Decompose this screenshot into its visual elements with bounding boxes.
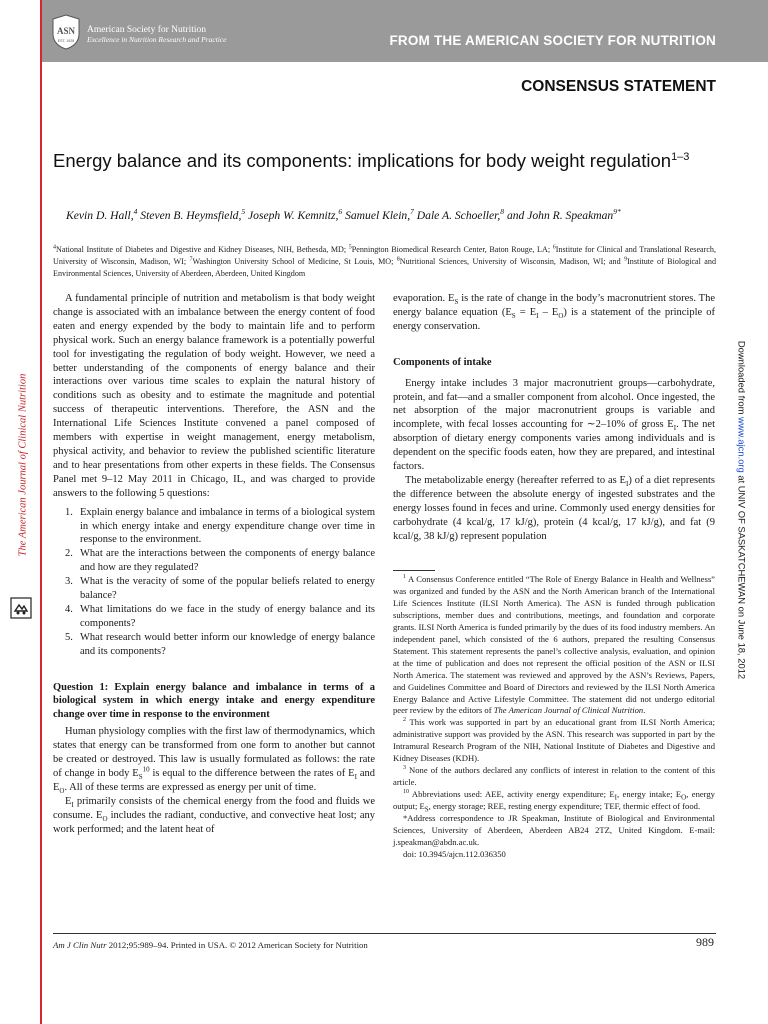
first-law-paragraph — [53, 725, 375, 795]
sidebar-journal-name: The American Journal of Clinical Nutrition — [17, 373, 29, 557]
doi[interactable]: doi: 10.3945/ajcn.112.036350 — [403, 848, 506, 859]
question-number: 1. — [65, 506, 73, 518]
journal-abbreviation: Am J Clin Nutr — [53, 940, 107, 950]
subscript: S — [454, 298, 459, 307]
footnote-marker: 1 — [403, 574, 406, 581]
affil-sup: 7 — [189, 256, 193, 263]
citation-text: 2012;95:989–94. Printed in USA. © 2012 American Society for Nutrition — [106, 940, 368, 950]
footnote-divider — [393, 570, 435, 571]
subscript: I — [673, 424, 677, 433]
question-item — [53, 506, 375, 548]
correspondence-address: *Address correspondence to JR Speakman, Institute of Biological and Environmental Sciences, University of Aberdeen, Aberdeen AB24 2TZ, United Kingdom. E-mail: j.speakman@abdn.ac.uk. — [393, 813, 715, 847]
author-list — [66, 209, 726, 222]
asn-logo-icon — [51, 14, 81, 50]
author-name: Steven B. Heymsfield, — [140, 209, 242, 222]
footnotes — [393, 570, 715, 861]
text-run: , energy output; E — [393, 789, 715, 812]
footnote-ref: 10 — [142, 765, 150, 774]
affil-sup: 8 — [396, 256, 400, 263]
author-sup: 7 — [410, 207, 414, 217]
author-name: Samuel Klein, — [345, 209, 411, 222]
subscript: O — [102, 814, 108, 823]
affil-text: National Institute of Diabetes and Digestive and Kidney Diseases, NIH, Bethesda, MD; — [56, 245, 349, 254]
text-run: . — [643, 705, 646, 716]
author-name: Kevin D. Hall, — [66, 209, 134, 222]
text-run: ) is a statement of the principle of energy conservation. — [393, 306, 715, 332]
text-run: includes the radiant, conductive, and convective heat lost; any work performed; and the latent heat of — [53, 809, 375, 835]
affil-sup: 5 — [348, 244, 352, 251]
subscript: S — [138, 773, 143, 782]
logo-year: EST. 1928 — [57, 39, 75, 43]
question-number: 2. — [65, 548, 73, 560]
text-run: The metabolizable energy (hereafter referred to as E — [405, 474, 626, 486]
text-run: Human physiology complies with the first law of thermodynamics, which states that energy can be transformed from one form to another but cannot be created or destroyed. This law is usually formulated as follows: the rate of change in body E — [53, 726, 375, 779]
author-sup: 8 — [500, 207, 505, 217]
right-column — [393, 292, 715, 544]
subscript: I — [625, 480, 629, 489]
text-run: . The net absorption of dietary energy components varies among individuals and is dependent on the specific foods eaten, how they are prepared, and intestinal factors. — [393, 419, 716, 473]
article-title — [53, 150, 703, 172]
affil-sup: 4 — [53, 244, 56, 251]
affil-sup: 6 — [552, 244, 556, 251]
components-heading: Components of intake — [393, 356, 492, 368]
author-name: Joseph W. Kemnitz, — [248, 209, 339, 222]
text-run: Abbreviations used: AEE, activity energy expenditure; E — [409, 789, 615, 800]
logo-letters: ASN — [56, 26, 76, 36]
footer-citation — [53, 940, 368, 950]
text-run: , energy storage; REE, resting energy expenditure; TEF, thermic effect of food. — [428, 801, 701, 812]
question-text: What limitations do we face in the study of energy balance and its components? — [80, 603, 375, 629]
article-title-sup: 1–3 — [671, 150, 690, 163]
text-run: at UNIV OF SASKATCHEWAN on June 18, 2012 — [736, 472, 748, 680]
org-tagline: Excellence in Nutrition Research and Practice — [87, 34, 227, 44]
footnote-10 — [393, 789, 715, 813]
left-red-rule — [40, 0, 42, 1024]
subscript: I — [614, 793, 617, 802]
footnote-1 — [393, 574, 715, 717]
continuation-paragraph — [393, 292, 715, 334]
author-sup: 4 — [133, 207, 138, 217]
question-list — [53, 506, 375, 659]
banner-title: FROM THE AMERICAN SOCIETY FOR NUTRITION — [389, 33, 716, 48]
author-sup: 9* — [613, 207, 621, 217]
text-run: . All of these terms are expressed as energy per unit of time. — [64, 781, 317, 793]
question-item — [53, 547, 375, 575]
author-sup: 6 — [338, 207, 343, 217]
affil-text: Washington University School of Medicine, St Louis, MO; — [192, 257, 397, 266]
asn-logo — [51, 14, 226, 50]
question-text: Explain energy balance and imbalance in terms of a biological system in which energy intake and energy expenditure change over time in response to the environment. — [80, 506, 375, 546]
intro-paragraph: A fundamental principle of nutrition and metabolism is that body weight change is associated with an imbalance between the energy content of food eaten and energy expended by the body to maintain life and to perform physical work. Such an energy balance framework is a potentially powerful tool for investigating the regulation of body weight. However, we need a better understanding of the components of energy balance and their interactions over various time scales to explain the natural history of conditions such as obesity and to estimate the magnitude and potential success of therapeutic interventions. Therefore, the ASN and the International Life Sciences Institute convened a panel composed of members with expertise in weight management, energy metabolism, physical activity, and behavior to review the published scientific literature and to hear presentations from other experts in these fields. The Consensus Panel met 9–12 May 2011 in Chicago, IL, and was charged to provide answers to the following 5 questions: — [53, 293, 375, 499]
text-run: and E — [53, 768, 375, 793]
affil-text: Institute for Clinical and Translational Research, University of Wisconsin, Madison, WI; — [53, 245, 716, 266]
footnote-2 — [393, 717, 715, 765]
subscript: O — [558, 312, 564, 320]
journal-name: The American Journal of Clinical Nutrition — [493, 705, 644, 716]
footer-divider — [53, 933, 716, 934]
page-number: 989 — [696, 935, 714, 949]
author-name: Dale A. Schoeller, — [416, 209, 501, 222]
question-item — [53, 575, 375, 603]
text-run: = E — [515, 306, 537, 318]
question-text: What are the interactions between the components of energy balance and how are they regulated? — [80, 548, 375, 574]
subscript: I — [536, 312, 539, 320]
text-run: is the rate of change in the body’s macronutrient stores. The energy balance equation (E — [393, 293, 715, 318]
affil-text: Pennington Biomedical Research Center, Baton Rouge, LA; — [351, 245, 553, 254]
text-run: primarily consists of the chemical energy from the food and fluids we consume. E — [53, 795, 375, 821]
metabolizable-paragraph — [393, 474, 715, 544]
question-number: 3. — [65, 576, 73, 588]
org-name: American Society for Nutrition — [87, 25, 206, 35]
text-run: – E — [538, 306, 559, 318]
text-run: evaporation. E — [393, 293, 455, 304]
question-text: What research would better inform our knowledge of energy balance and its components? — [80, 631, 375, 657]
question-item — [53, 631, 375, 659]
text-run: Downloaded from — [736, 340, 748, 417]
affil-sup: 9 — [624, 256, 628, 263]
question-number: 5. — [65, 631, 73, 643]
subscript: S — [424, 805, 429, 814]
text-run: E — [65, 795, 72, 807]
left-column — [53, 292, 375, 837]
footnote-3 — [393, 765, 715, 789]
intake-paragraph — [393, 377, 715, 474]
question-text: What is the veracity of some of the popular beliefs related to energy balance? — [80, 576, 375, 602]
article-title-text: Energy balance and its components: implications for body weight regulation — [53, 150, 672, 171]
subscript: O — [59, 787, 65, 795]
ei-paragraph — [53, 795, 375, 837]
journal-url-link[interactable]: www.ajcn.org — [736, 416, 748, 473]
subscript: I — [71, 800, 74, 809]
open-access-icon — [10, 597, 32, 619]
affil-text: Nutritional Sciences, University of Wisconsin, Madison, WI; and — [399, 257, 625, 266]
footnote-marker: 3 — [403, 765, 406, 772]
text-run: This work was supported in part by an educational grant from ILSI North America; administrative support was provided by the ASN. This research was supported in part by the Intramural Research Program of the NIH, National Institute of Diabetes and Digestive and Kidney Diseases (KDH). — [393, 717, 715, 764]
author-sup: 5 — [241, 207, 246, 217]
question1-heading: Question 1: Explain energy balance and imbalance in terms of a biological system in which energy intake and energy expenditure change over time in response to the environment — [53, 681, 375, 721]
author-name: and John R. Speakman — [506, 209, 614, 222]
text-run: is equal to the difference between the rates of E — [149, 768, 355, 779]
affil-text: Institute of Biological and Environmental Sciences, University of Aberdeen, Aberdeen, United Kingdom — [53, 257, 716, 278]
affiliations — [53, 244, 716, 280]
text-run: , energy intake; E — [616, 789, 682, 800]
text-run: None of the authors declared any conflicts of interest in relation to the content of this article. — [393, 765, 715, 788]
text-run: ) of a diet represents the difference between the absolute energy of ingested substrates and the energy losses found in feces and urine. Commonly used energy densities for carbohydrate (4 kcal/g, 17 kJ/g), protein (4 kcal/g, 17 kJ/g), and fat (9 kcal/g, 38 kJ/g) represent population — [393, 474, 715, 542]
section-label: CONSENSUS STATEMENT — [521, 78, 716, 95]
text-run: A Consensus Conference entitled “The Role of Energy Balance in Health and Wellness” was organized and funded by the ASN and the North American branch of the International Life Sciences Institute (ILSI North America). The ASN is funded through publication subscriptions, member dues and contributions, meetings, and foundation and corporate grants. ILSI North America is funded primarily by the dues of its food industry members. An independent panel, which consisted of the 6 authors, prepared the resulting Consensus Statement. This statement represents the panel’s collective analysis, evaluation, and opinion at the time of publication and does not represent the official position of the ASN or ILSI North America. The statement was reviewed and approved by the ASN’s Reviews, Papers, and Guidelines Committee and Board of Directors and reviewed by the ILSI North America Energy Balance and Active Lifestyle Committee. The statement did not undergo editorial peer review by the editors of — [393, 574, 715, 716]
subscript: S — [511, 312, 516, 320]
footnote-marker: 2 — [403, 717, 406, 724]
subscript: I — [354, 773, 357, 782]
subscript: O — [681, 793, 687, 802]
footnote-marker: 10 — [403, 789, 409, 796]
question-item — [53, 603, 375, 631]
text-run: Energy intake includes 3 major macronutrient groups—carbohydrate, protein, and fat—and a smaller component from alcohol. Once ingested, the net absorption of the major macronutrient groups is variable and incomplete, with fecal losses accounting for ∼2–10% of gross E — [393, 377, 715, 431]
download-stamp — [737, 341, 748, 679]
question-number: 4. — [65, 603, 73, 615]
